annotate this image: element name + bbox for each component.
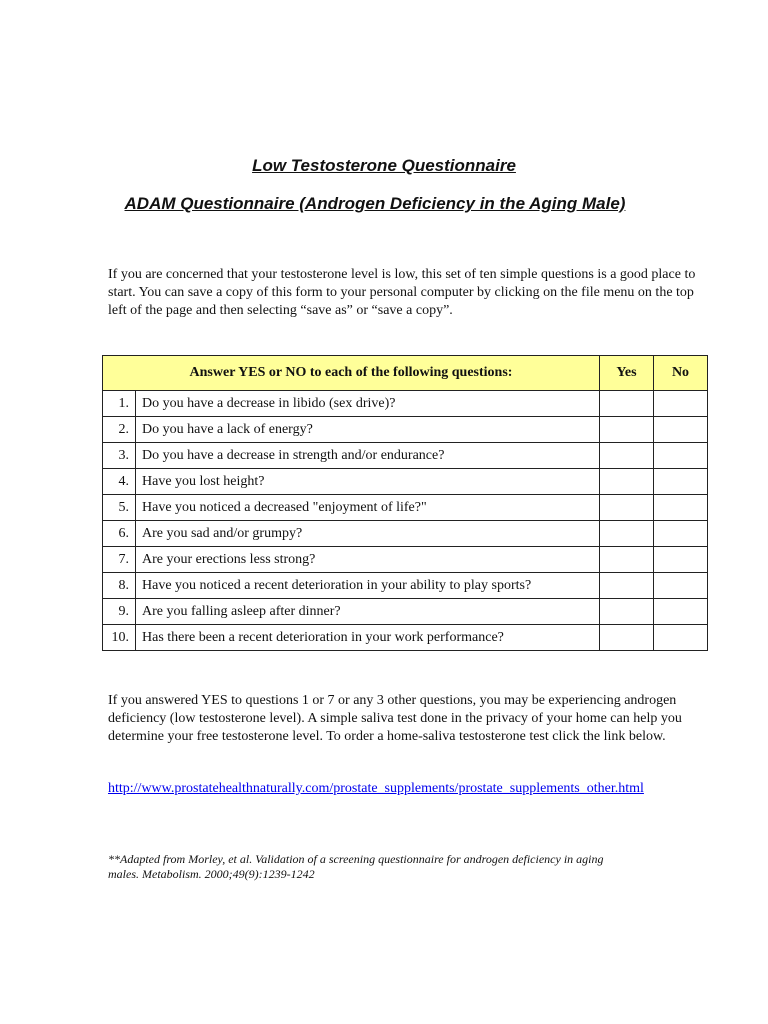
yes-answer-cell[interactable] [600,573,654,599]
yes-column-header: Yes [600,356,654,391]
question-text: Do you have a decrease in strength and/or endurance? [136,443,600,469]
no-answer-cell[interactable] [654,391,708,417]
result-paragraph: If you answered YES to questions 1 or 7 or any 3 other questions, you may be experiencing androgen deficiency (low testosterone level). A simple saliva test done in the privacy of your home can help you determine your free testosterone level. To order a home-saliva testosterone test click the link below. [108,693,682,744]
yes-answer-cell[interactable] [600,417,654,443]
no-answer-cell[interactable] [654,573,708,599]
question-number: 5. [103,495,136,521]
table-row [103,625,708,651]
question-text: Are you sad and/or grumpy? [136,521,600,547]
question-number: 4. [103,469,136,495]
table-row [103,469,708,495]
question-number: 9. [103,599,136,625]
intro-paragraph: If you are concerned that your testosterone level is low, this set of ten simple questions is a good place to start. You can save a copy of this form to your personal computer by clicking on the file menu on the top left of the page and then selecting “save as” or “save a copy”. [108,267,696,318]
citation-footnote: **Adapted from Morley, et al. Validation of a screening questionnaire for androgen deficiency in aging males. Metabolism. 2000;49(9):1239-1242 [108,852,604,881]
no-answer-cell[interactable] [654,547,708,573]
question-number: 2. [103,417,136,443]
table-row [103,417,708,443]
question-text: Are your erections less strong? [136,547,600,573]
yes-answer-cell[interactable] [600,599,654,625]
page-subtitle: ADAM Questionnaire (Androgen Deficiency in the Aging Male) [124,194,626,213]
table-row [103,443,708,469]
no-answer-cell[interactable] [654,599,708,625]
yes-answer-cell[interactable] [600,625,654,651]
no-answer-cell[interactable] [654,443,708,469]
table-row [103,547,708,573]
question-number: 6. [103,521,136,547]
yes-answer-cell[interactable] [600,495,654,521]
no-answer-cell[interactable] [654,495,708,521]
order-test-link[interactable]: http://www.prostatehealthnaturally.com/prostate_supplements/prostate_supplements_other.html [108,781,644,796]
question-number: 7. [103,547,136,573]
question-text: Do you have a decrease in libido (sex drive)? [136,391,600,417]
no-answer-cell[interactable] [654,417,708,443]
table-row [103,521,708,547]
table-row [103,573,708,599]
question-text: Have you noticed a decreased "enjoyment of life?" [136,495,600,521]
question-number: 10. [103,625,136,651]
questionnaire-table [102,355,708,651]
table-row [103,599,708,625]
yes-answer-cell[interactable] [600,443,654,469]
no-column-header: No [654,356,708,391]
yes-answer-cell[interactable] [600,469,654,495]
question-text: Do you have a lack of energy? [136,417,600,443]
yes-answer-cell[interactable] [600,391,654,417]
table-row [103,495,708,521]
instruction-header: Answer YES or NO to each of the following questions: [103,356,600,391]
question-number: 1. [103,391,136,417]
yes-answer-cell[interactable] [600,521,654,547]
table-row [103,391,708,417]
question-number: 8. [103,573,136,599]
no-answer-cell[interactable] [654,625,708,651]
question-text: Have you noticed a recent deterioration in your ability to play sports? [136,573,600,599]
no-answer-cell[interactable] [654,521,708,547]
yes-answer-cell[interactable] [600,547,654,573]
question-number: 3. [103,443,136,469]
page-title: Low Testosterone Questionnaire [252,156,516,175]
question-text: Are you falling asleep after dinner? [136,599,600,625]
question-text: Has there been a recent deterioration in your work performance? [136,625,600,651]
table-header-row [103,356,708,391]
no-answer-cell[interactable] [654,469,708,495]
question-text: Have you lost height? [136,469,600,495]
